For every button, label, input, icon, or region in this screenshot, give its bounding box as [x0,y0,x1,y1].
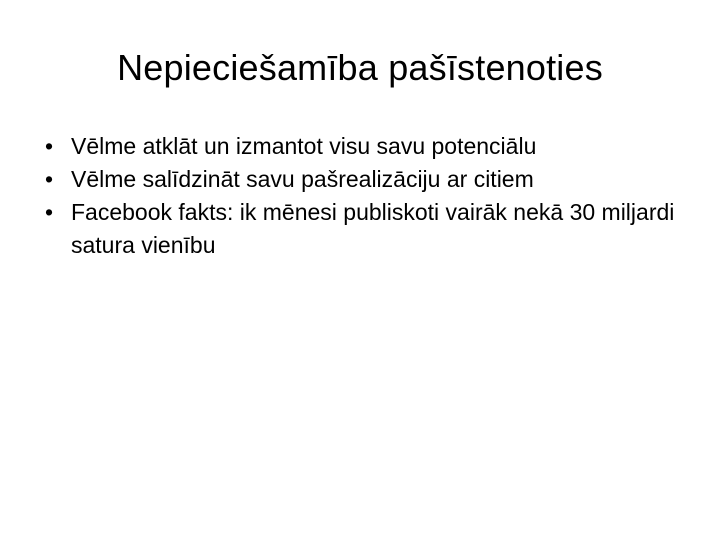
bullet-item [36,163,696,196]
bullet-text: Facebook fakts: ik mēnesi publiskoti vairāk nekā 30 miljardi satura vienību [71,199,675,258]
bullet-item [36,196,696,262]
bullet-dot-icon: • [44,199,54,225]
bullet-dot-icon: • [44,133,54,159]
bullet-list [36,130,696,262]
slide-title: Nepieciešamība pašīstenoties [117,47,603,88]
bullet-text: Vēlme salīdzināt savu pašrealizāciju ar citiem [71,166,534,192]
bullet-item [36,130,696,163]
bullet-dot-icon: • [44,166,54,192]
bullet-text: Vēlme atklāt un izmantot visu savu potenciālu [71,133,537,159]
